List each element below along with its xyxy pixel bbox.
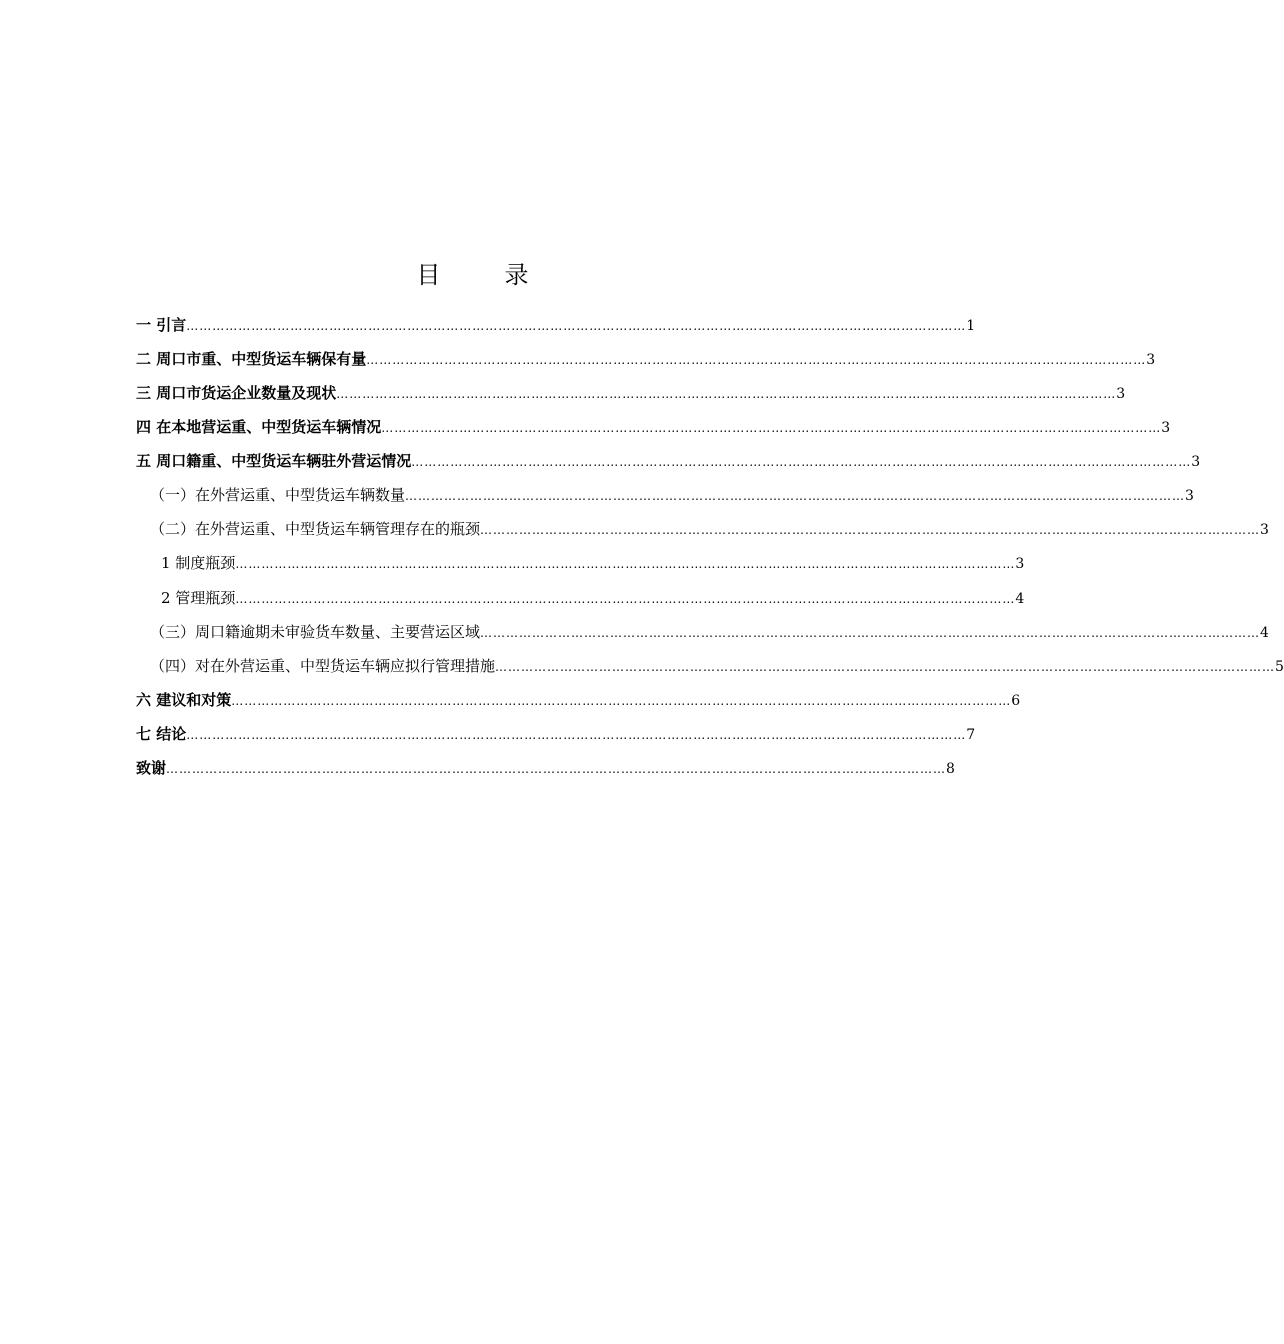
toc-page-number: 8 [946, 761, 955, 777]
toc-entry-acknowledgements[interactable] [136, 756, 955, 780]
toc-page-number: 3 [1146, 352, 1156, 368]
toc-entry-subsection-3[interactable] [150, 620, 1269, 644]
toc-entry-label: 五 周口籍重、中型货运车辆驻外营运情况 [136, 452, 412, 470]
toc-entry-subsection-2[interactable] [150, 517, 1269, 541]
toc-leader-dots: ……………………………………………………………………………………………………………………………………………………………… [235, 557, 1016, 571]
toc-leader-dots: ……………………………………………………………………………………………………………………………………………………………… [186, 728, 967, 742]
toc-entry-section-5[interactable] [136, 449, 1201, 473]
toc-entry-section-6[interactable] [136, 688, 1021, 712]
toc-entry-section-7[interactable] [136, 722, 976, 746]
toc-entry-label: （二）在外营运重、中型货运车辆管理存在的瓶颈 [150, 520, 481, 538]
toc-entry-section-4[interactable] [136, 415, 1171, 439]
toc-entry-label: （一）在外营运重、中型货运车辆数量 [150, 486, 406, 504]
toc-page-number: 3 [1191, 454, 1201, 470]
toc-leader-dots: ……………………………………………………………………………………………………………………………………………………………… [366, 353, 1147, 367]
toc-entry-label: 三 周口市货运企业数量及现状 [136, 384, 337, 402]
toc-page-number: 3 [1015, 556, 1025, 572]
toc-entry-section-2[interactable] [136, 347, 1156, 371]
toc-entry-label: 2 管理瓶颈 [161, 589, 236, 607]
toc-entry-label: 致谢 [136, 759, 167, 777]
toc-leader-dots: ……………………………………………………………………………………………………………………………………………………………… [480, 626, 1261, 640]
toc-entry-subsection-1[interactable] [150, 483, 1194, 507]
toc-leader-dots: ……………………………………………………………………………………………………………………………………………………………… [381, 421, 1162, 435]
toc-page-number: 7 [966, 727, 976, 743]
toc-entry-label: 六 建议和对策 [136, 691, 232, 709]
toc-entry-item-2[interactable] [161, 586, 1025, 610]
toc-page-number: 1 [966, 318, 976, 334]
toc-leader-dots: ……………………………………………………………………………………………………………………………………………………………… [495, 660, 1276, 674]
toc-page-number: 3 [1260, 522, 1269, 538]
toc-leader-dots: ……………………………………………………………………………………………………………………………………………………………… [411, 455, 1192, 469]
toc-leader-dots: ……………………………………………………………………………………………………………………………………………………………… [186, 319, 967, 333]
toc-page-number: 3 [1116, 386, 1126, 402]
page-title: 目 录 [416, 261, 549, 289]
toc-leader-dots: ……………………………………………………………………………………………………………………………………………………………… [166, 762, 947, 776]
toc-entry-subsection-4[interactable] [150, 654, 1284, 678]
toc-page-number: 5 [1275, 659, 1284, 675]
toc-entry-label: （三）周口籍逾期未审验货车数量、主要营运区域 [150, 623, 481, 641]
toc-entry-label: 1 制度瓶颈 [161, 554, 236, 572]
toc-entry-label: 四 在本地营运重、中型货运车辆情况 [136, 418, 382, 436]
toc-page-number: 3 [1161, 420, 1171, 436]
toc-leader-dots: ……………………………………………………………………………………………………………………………………………………………… [336, 387, 1117, 401]
toc-leader-dots: ……………………………………………………………………………………………………………………………………………………………… [231, 694, 1012, 708]
toc-leader-dots: ……………………………………………………………………………………………………………………………………………………………… [405, 489, 1186, 503]
toc-page-number: 3 [1185, 488, 1194, 504]
toc-leader-dots: ……………………………………………………………………………………………………………………………………………………………… [235, 592, 1016, 606]
toc-leader-dots: ……………………………………………………………………………………………………………………………………………………………… [480, 523, 1261, 537]
toc-page-number: 4 [1015, 591, 1025, 607]
toc-entry-item-1[interactable] [161, 551, 1025, 575]
toc-entry-label: 七 结论 [136, 725, 187, 743]
toc-page-number: 4 [1260, 625, 1269, 641]
toc-entry-label: 一 引言 [136, 316, 187, 334]
toc-entry-introduction[interactable] [136, 313, 976, 337]
toc-entry-label: （四）对在外营运重、中型货运车辆应拟行管理措施 [150, 657, 496, 675]
toc-entry-label: 二 周口市重、中型货运车辆保有量 [136, 350, 367, 368]
toc-page-number: 6 [1011, 693, 1021, 709]
toc-entry-section-3[interactable] [136, 381, 1126, 405]
